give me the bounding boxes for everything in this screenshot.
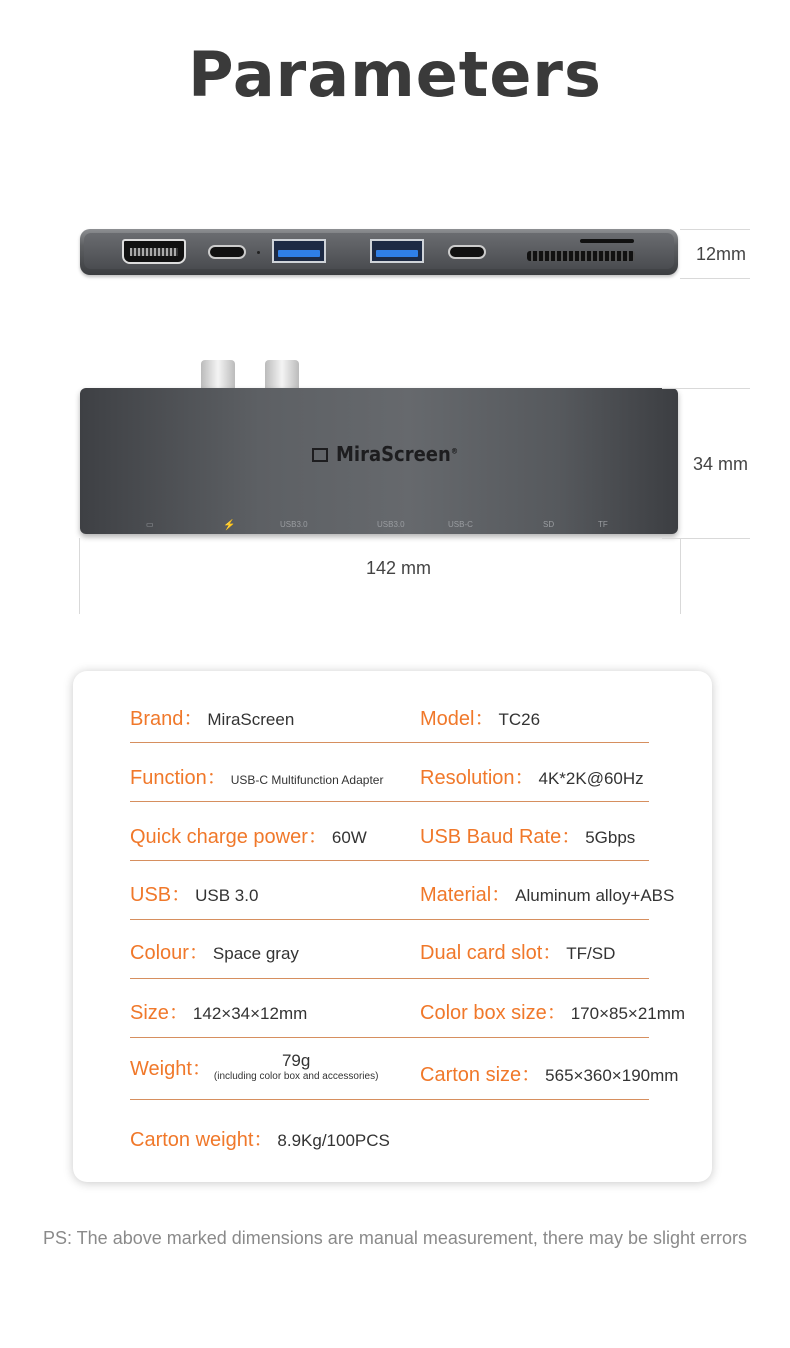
- port-label: SD: [543, 520, 555, 529]
- page-title: Parameters: [188, 38, 602, 111]
- hdmi-icon: ▭: [146, 520, 154, 529]
- thickness-dimension: 12mm: [696, 244, 747, 264]
- device-top-view: [80, 388, 678, 534]
- lightning-icon: ⚡: [223, 520, 236, 531]
- port-label: TF: [598, 520, 608, 529]
- footnote: PS: The above marked dimensions are manual measurement, there may be slight errors: [42, 1228, 747, 1248]
- usb-a-port: [272, 239, 326, 263]
- length-dimension: 142 mm: [366, 558, 432, 578]
- sd-slot: [527, 251, 635, 261]
- indicator-dot: [257, 251, 260, 254]
- port-label: USB-C: [448, 520, 473, 529]
- width-dimension: 34 mm: [693, 454, 749, 474]
- spec-card: Brand： MiraScreen Model： TC26 Function： USB-C Multifunction Adapter Resolution： 4K*2K@60Hz Quick charge power： 60W USB Baud Rate： 5Gbps USB： USB 3.0 Material： Aluminum alloy+ABS Colour： Space gray Dual card slot： TF/SD Size： 142×34×12mm Color box size： 170×85×21mm Weight： 79g (including color box and accessories) Carton size： 565×360×190mm Carton weight： 8.9Kg/100PCS: [73, 671, 712, 1182]
- usb-a-port: [370, 239, 424, 263]
- usb-c-port: [448, 245, 486, 259]
- port-label: USB3.0: [377, 520, 405, 529]
- cast-icon: [312, 448, 328, 462]
- usb-c-port: [208, 245, 246, 259]
- brand-logo: MiraScreen®: [312, 442, 458, 466]
- tf-slot: [580, 239, 634, 243]
- port-label: USB3.0: [280, 520, 308, 529]
- hdmi-port: [122, 239, 186, 264]
- device-side-view: [80, 229, 678, 275]
